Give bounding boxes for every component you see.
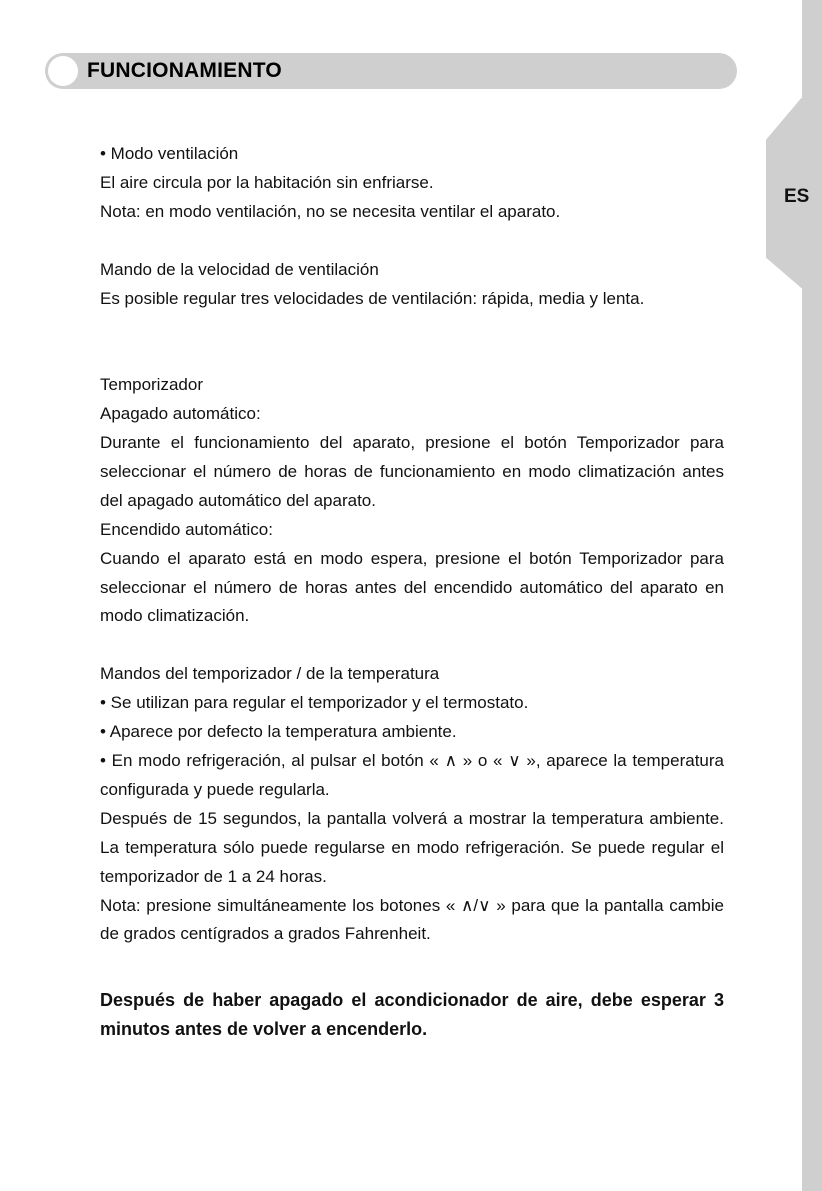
fan-speed-line-1: Es posible regular tres velocidades de ventilación: rápida, media y lenta. [100, 288, 645, 308]
controls-title: Mandos del temporizador / de la temperatura [100, 664, 440, 684]
header-circle-icon [48, 56, 78, 86]
fan-mode-line-2: Nota: en modo ventilación, no se necesita ventilar el aparato. [100, 201, 561, 221]
controls-bullet-2: • Aparece por defecto la temperatura ambiente. [100, 722, 457, 742]
fan-mode-title: • Modo ventilación [100, 144, 239, 163]
auto-off-label: Apagado automático: [100, 404, 261, 424]
timer-title: Temporizador [100, 375, 203, 395]
warning-notice: Después de haber apagado el acondicionador de aire, debe esperar 3 minutos antes de volver a encenderlo. [100, 990, 724, 1040]
controls-bullet-3: • En modo refrigeración, al pulsar el botón « ∧ » o « ∨ », aparece la temperatura configurada y puede regularla. [100, 750, 724, 799]
controls-note: Nota: presione simultáneamente los botones « ∧/∨ » para que la pantalla cambie de grados centígrados a grados Fahrenheit. [100, 895, 724, 944]
controls-bullet-1: • Se utilizan para regular el temporizador y el termostato. [100, 693, 529, 713]
fan-mode-line-1: El aire circula por la habitación sin enfriarse. [100, 172, 434, 192]
auto-off-text: Durante el funcionamiento del aparato, presione el botón Temporizador para seleccionar el número de horas de funcionamiento en modo climatización antes del apagado automático del aparato. [100, 433, 724, 510]
fan-speed-title: Mando de la velocidad de ventilación [100, 259, 379, 279]
auto-on-label: Encendido automático: [100, 519, 273, 539]
language-label: ES [784, 186, 810, 207]
controls-paragraph: Después de 15 segundos, la pantalla volverá a mostrar la temperatura ambiente. La temperatura sólo puede regularse en modo refrigeración. Se puede regular el temporizador de 1 a 24 horas. [100, 808, 724, 886]
page-content [100, 140, 724, 1044]
auto-on-text: Cuando el aparato está en modo espera, presione el botón Temporizador para seleccionar el número de horas antes del encendido automático del aparato en modo climatización. [100, 548, 724, 626]
section-title: FUNCIONAMIENTO [87, 59, 282, 82]
